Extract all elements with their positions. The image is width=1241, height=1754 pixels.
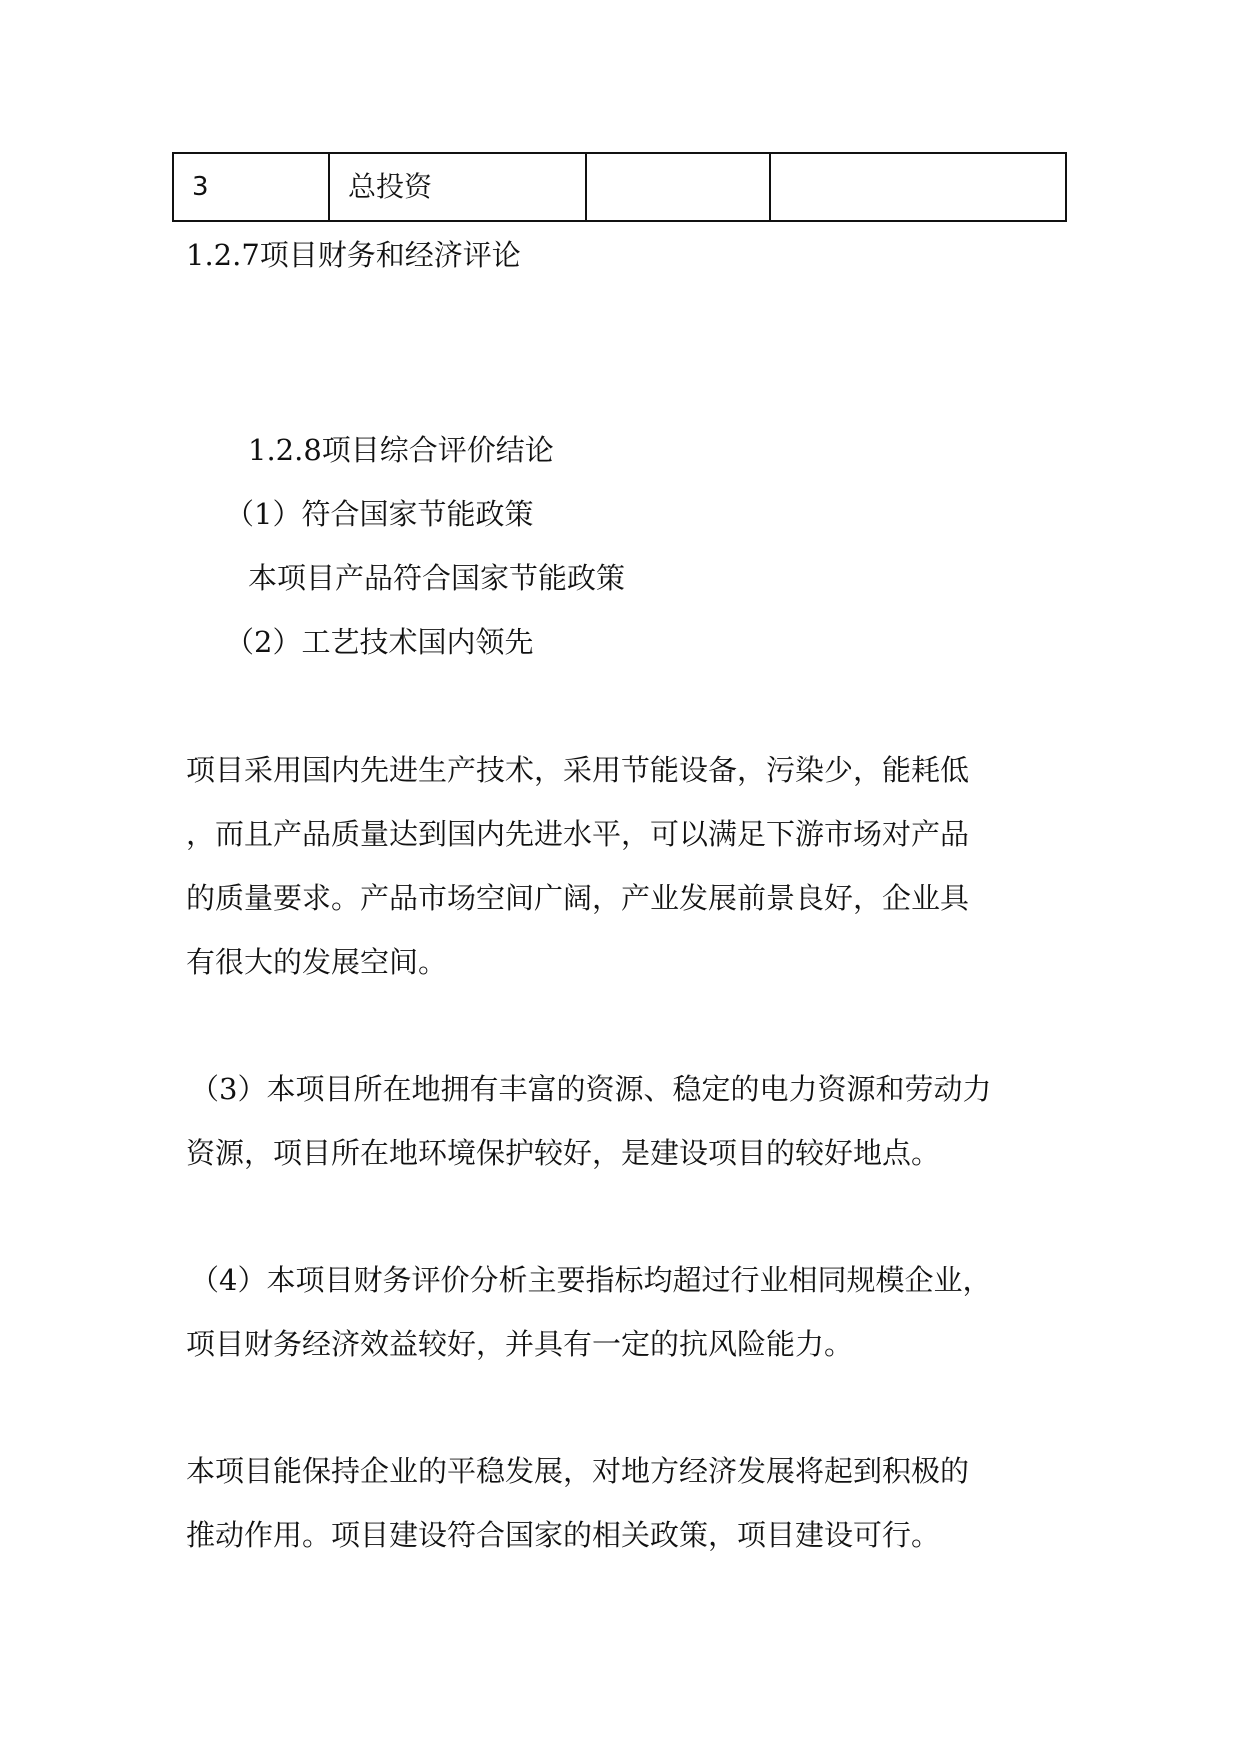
point-2-body-line: 有很大的发展空间。 — [186, 945, 448, 979]
point-1-body: 本项目产品符合国家节能政策 — [248, 561, 626, 595]
point-2-title: （2）工艺技术国内领先 — [225, 625, 534, 659]
point-3-line: 资源，项目所在地环境保护较好，是建设项目的较好地点。 — [186, 1136, 941, 1170]
point-4-line: （4）本项目财务评价分析主要指标均超过行业相同规模企业， — [190, 1263, 992, 1297]
table-row — [173, 153, 1066, 221]
point-2-body-line: 项目采用国内先进生产技术，采用节能设备，污染少，能耗低 — [186, 753, 970, 787]
conclusion-line: 推动作用。项目建设符合国家的相关政策，项目建设可行。 — [186, 1518, 941, 1552]
table-cell-item: 总投资 — [329, 153, 586, 221]
investment-table — [172, 152, 1067, 222]
point-2-body-line: ，而且产品质量达到国内先进水平，可以满足下游市场对产品 — [186, 817, 970, 851]
point-1-title: （1）符合国家节能政策 — [225, 497, 534, 531]
section-127-heading: 1.2.7项目财务和经济评论 — [186, 238, 521, 272]
table-cell-no: 3 — [173, 153, 329, 221]
conclusion-line: 本项目能保持企业的平稳发展，对地方经济发展将起到积极的 — [186, 1454, 970, 1488]
point-2-body-line: 的质量要求。产品市场空间广阔，产业发展前景良好，企业具 — [186, 881, 970, 915]
table-cell-3 — [586, 153, 770, 221]
point-4-line: 项目财务经济效益较好，并具有一定的抗风险能力。 — [186, 1327, 854, 1361]
point-3-line: （3）本项目所在地拥有丰富的资源、稳定的电力资源和劳动力 — [190, 1072, 992, 1106]
section-128-heading: 1.2.8项目综合评价结论 — [248, 433, 554, 467]
table-cell-4 — [770, 153, 1066, 221]
